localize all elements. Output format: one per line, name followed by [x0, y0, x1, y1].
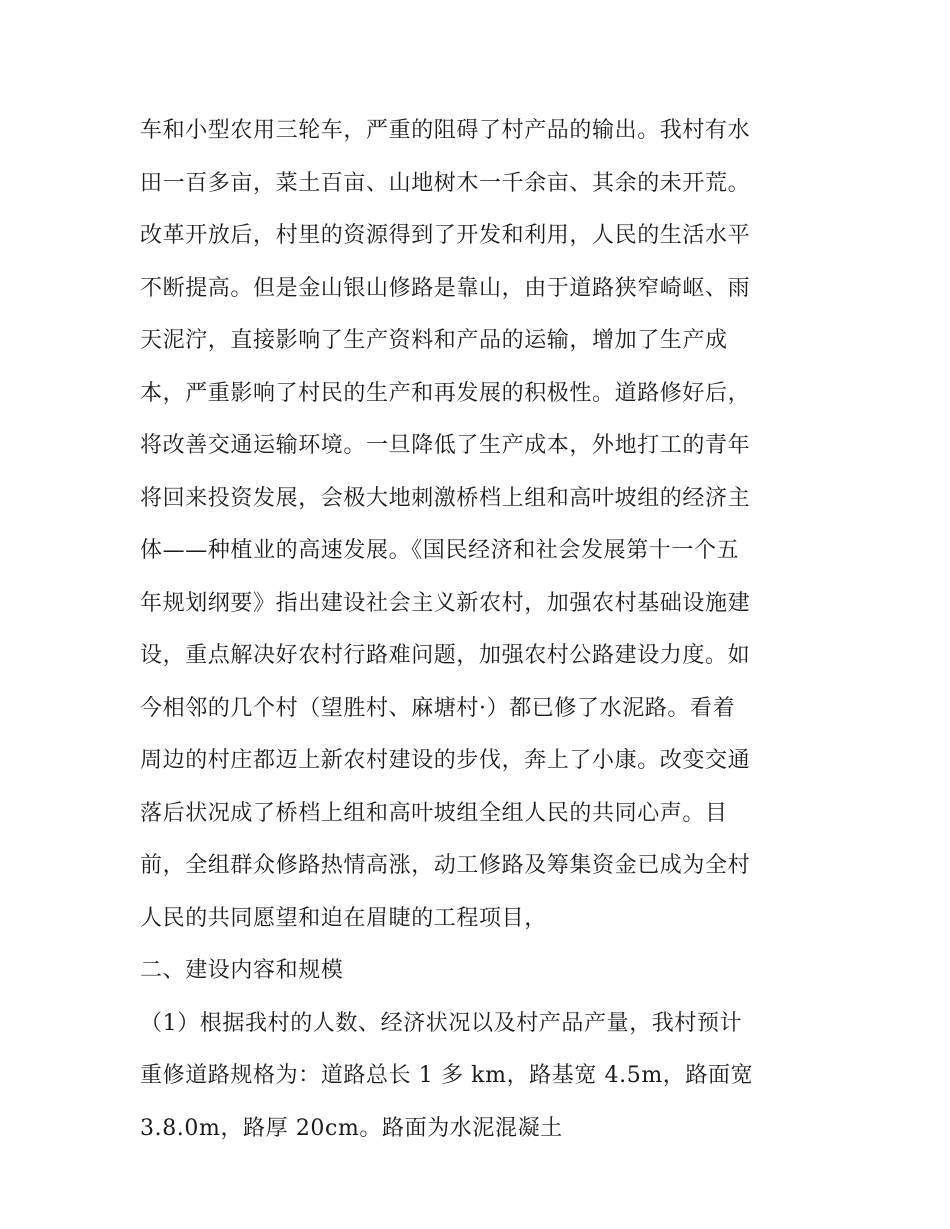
body-text: [140, 105, 820, 1155]
text-line: 不断提高。但是金山银山修路是靠山，由于道路狭窄崎岖、雨: [140, 275, 751, 301]
text-line: 体——种植业的高速发展。《国民经济和社会发展第十一个五: [140, 538, 740, 563]
text-line: 前，全组群众修路热情高涨，动工修路及筹集资金已成为全村: [140, 853, 751, 878]
text-line: 天泥泞，直接影响了生产资料和产品的运输，增加了生产成: [140, 328, 728, 353]
text-line: 落后状况成了桥档上组和高叶坡组全组人民的共同心声。目: [140, 800, 728, 826]
text-line: 3.8.0m，路厚 20cm。路面为水泥混凝土: [140, 1115, 563, 1141]
text-line: 设，重点解决好农村行路难问题，加强农村公路建设力度。如: [140, 643, 751, 668]
text-line: 周边的村庄都迈上新农村建设的步伐，奔上了小康。改变交通: [140, 748, 751, 773]
text-line: （1）根据我村的人数、经济状况以及村产品产量，我村预计: [140, 1010, 743, 1036]
section-heading: 二、建设内容和规模: [140, 958, 344, 983]
text-line: 将改善交通运输环境。一旦降低了生产成本，外地打工的青年: [140, 433, 751, 458]
text-line: 重修道路规格为：道路总长 1 多 km，路基宽 4.5m，路面宽: [140, 1063, 754, 1088]
text-line: 年规划纲要》指出建设社会主义新农村，加强农村基础设施建: [140, 590, 751, 616]
text-line: 田一百多亩，菜土百亩、山地树木一千余亩、其余的未开荒。: [140, 170, 751, 196]
text-line: 车和小型农用三轮车，严重的阻碍了村产品的输出。我村有水: [140, 118, 751, 143]
text-line: 改革开放后，村里的资源得到了开发和利用，人民的生活水平: [140, 223, 751, 248]
text-line: 本，严重影响了村民的生产和再发展的积极性。道路修好后，: [140, 380, 751, 406]
text-line: 人民的共同愿望和迫在眉睫的工程项目，: [140, 905, 547, 931]
text-line: 今相邻的几个村（望胜村、麻塘村·）都已修了水泥路。看着: [140, 695, 736, 721]
text-line: 将回来投资发展，会极大地刺激桥档上组和高叶坡组的经济主: [140, 485, 751, 511]
